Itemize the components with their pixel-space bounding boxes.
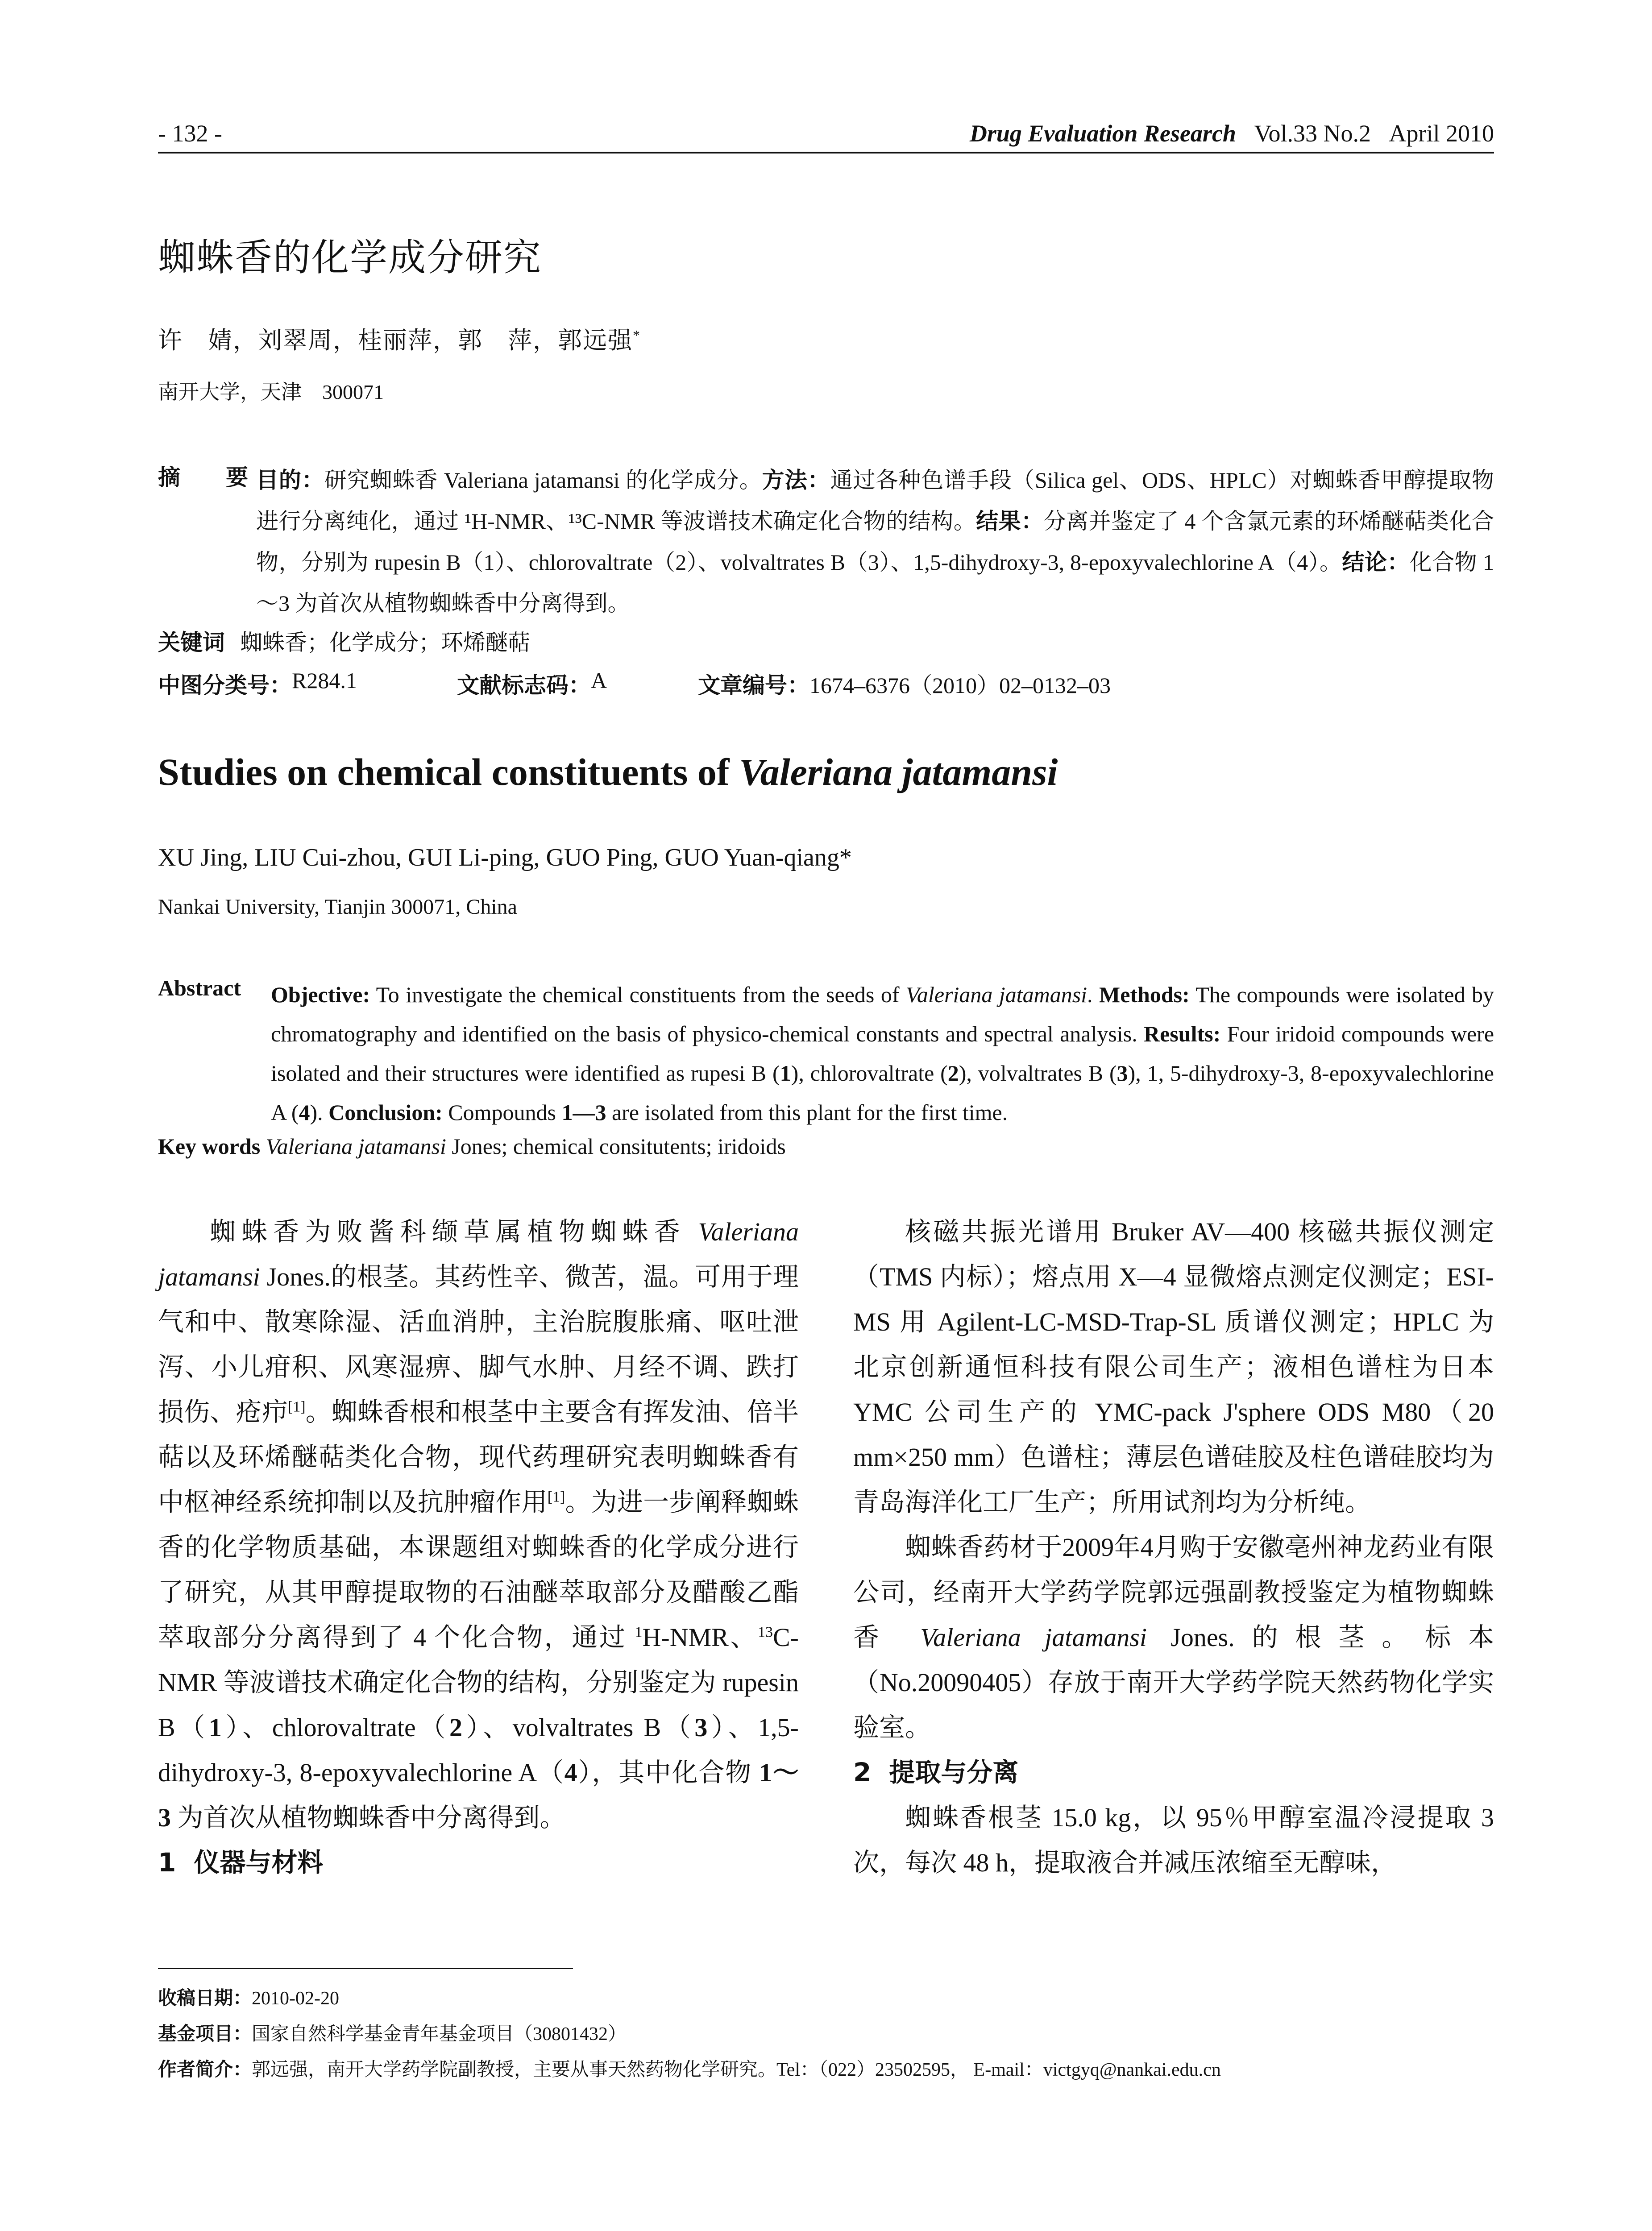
journal-volume: Vol.33 No.2 [1254, 120, 1371, 147]
en-results-text: ), volvaltrates B ( [959, 1061, 1117, 1086]
fund-label: 基金项目： [158, 2023, 252, 2044]
text: 为首次从植物蜘蛛香中分离得到。 [171, 1803, 566, 1832]
section-1-heading [158, 1840, 799, 1885]
text: 。蜘蛛香根和根茎中主要含有挥发油、倍半萜以及环烯醚萜类化合物，现代药理研究表明蜘蛛香有中枢神经系统抑制以及抗肿瘤作用 [158, 1397, 799, 1517]
results-label: 结果： [976, 508, 1044, 534]
text: Jones.的根茎。标本（No.20090405）存放于南开大学药学院天然药物化学实验室。 [853, 1623, 1494, 1742]
compound-4: 4 [564, 1758, 577, 1787]
en-conclusion-text: Compounds [442, 1100, 562, 1125]
methods-text: 通过各种色谱手段（Silica gel、ODS、HPLC）对蜘蛛香甲醇提取物进行分离纯化，通过 ¹H-NMR、¹³C-NMR 等波谱技术确定化合物的结构。 [256, 468, 1494, 534]
english-title [158, 750, 1058, 794]
doc-value: A [591, 668, 607, 693]
results-text: 分离并鉴定了 4 个含氯元素的环烯醚萜类化合物，分别为 rupesin B（1）、chlorovaltrate（2）、volvaltrates B（3）、1,5-dihydroxy-3, 8-epoxyvalechlorine A（4）。 [256, 509, 1494, 575]
text: ）、chlorovaltrate（ [221, 1713, 449, 1742]
chinese-keywords-label: 关键词 [158, 630, 225, 655]
chinese-title: 蜘蛛香的化学成分研究 [158, 236, 542, 279]
text: H-NMR、 [642, 1623, 758, 1652]
en-results-text: ). [310, 1100, 329, 1125]
corresponding-mark: * [633, 327, 641, 343]
clc-number [158, 668, 357, 700]
author-text: 郭远强，南开大学药学院副教授，主要从事天然药物化学研究。Tel：（022）23502595， E-mail：victgyq@nankai.edu.cn [252, 2060, 1221, 2080]
english-keywords [158, 1133, 786, 1159]
received-date: 2010-02-20 [252, 1988, 339, 2009]
en-objective-end: . [1087, 982, 1099, 1007]
english-keywords-label: Key words [158, 1134, 261, 1159]
english-abstract [158, 975, 1494, 1132]
en-methods-text: The compounds were isolated by chromatography and identified on the basis of physico-chemical constants and spectral analysis. [271, 982, 1494, 1046]
compound-3: 3 [1117, 1061, 1128, 1086]
intro-paragraph [158, 1209, 799, 1840]
citation: [1] [547, 1489, 565, 1505]
compound-3: 3 [694, 1713, 708, 1742]
text: 蜘蛛香为败酱科缬草属植物蜘蛛香 [210, 1217, 698, 1246]
en-results-text: ), chlorovaltrate ( [791, 1061, 948, 1086]
doc-label: 文献标志码： [457, 672, 591, 698]
section-title: 仪器与材料 [194, 1847, 324, 1878]
english-keywords-species: Valeriana jatamansi [266, 1134, 446, 1159]
species-name: Valeriana jatamansi [158, 1217, 799, 1291]
compound-2: 2 [449, 1713, 462, 1742]
english-abstract-label: Abstract [158, 975, 241, 1000]
running-header [158, 120, 1494, 155]
extraction-paragraph: 蜘蛛香根茎 15.0 kg，以 95％甲醇室温冷浸提取 3 次，每次 48 h，提取液合并减压浓缩至无醇味， [853, 1803, 1494, 1877]
english-affiliation: Nankai University, Tianjin 300071, China [158, 895, 517, 919]
document-code [457, 668, 607, 700]
en-objective-text: To investigate the chemical constituents from the seeds of [370, 982, 906, 1007]
article-label: 文章编号： [698, 672, 809, 698]
en-objective-label: Objective: [271, 982, 370, 1007]
footnote-rule [158, 1968, 573, 1969]
en-conclusion-label: Conclusion: [328, 1100, 443, 1125]
clc-label: 中图分类号： [158, 672, 292, 698]
section-number: 2 [853, 1757, 872, 1787]
chinese-author-list: 许 婧，刘翠周，桂丽萍，郭 萍，郭远强 [158, 327, 633, 354]
footnote-fund [158, 2019, 627, 2046]
en-conclusion-text: are isolated from this plant for the first time. [606, 1100, 1008, 1125]
article-value: 1674–6376（2010）02–0132–03 [809, 673, 1111, 698]
text: Jones.的根茎。其药性辛、微苦，温。可用于理气和中、散寒除湿、活血消肿，主治脘腹胀痛、呕吐泄泻、小儿疳积、风寒湿痹、脚气水肿、月经不调、跌打损伤、疮疖 [158, 1262, 799, 1427]
compound-range: 1～3 [158, 1758, 799, 1832]
footnote-author [158, 2055, 1221, 2082]
text: ）、1,5-dihydroxy-3, 8-epoxyvalechlorine A（ [158, 1713, 799, 1787]
journal-date: April 2010 [1389, 120, 1494, 147]
clc-value: R284.1 [292, 668, 357, 693]
page-number: - 132 - [158, 120, 222, 147]
english-title-text: Studies on chemical constituents of [158, 751, 739, 793]
section-title: 提取与分离 [889, 1757, 1019, 1787]
author-label: 作者简介： [158, 2058, 252, 2080]
english-keywords-text: Jones; chemical consitutents; iridoids [446, 1134, 786, 1159]
footnote-received [158, 1983, 339, 2010]
objective-label: 目的： [256, 467, 324, 493]
text: ），其中化合物 [577, 1758, 760, 1787]
material-paragraph [853, 1525, 1494, 1750]
compound-2: 2 [947, 1061, 959, 1086]
compound-4: 4 [299, 1100, 310, 1125]
received-label: 收稿日期： [158, 1987, 252, 2009]
objective-text: 研究蜘蛛香 Valeriana jatamansi 的化学成分。 [324, 468, 762, 493]
fund-text: 国家自然科学基金青年基金项目（30801432） [252, 2024, 627, 2044]
methods-label: 方法： [762, 467, 830, 493]
journal-info [970, 120, 1494, 147]
text: 蜘蛛香药材于2009年4月购于安徽亳州神龙药业有限公司，经南开大学药学院郭远强副教授鉴定为植物蜘蛛香 [853, 1533, 1494, 1652]
compound-range: 1—3 [561, 1100, 606, 1125]
conclusion-text: 化合物 1～3 为首次从植物蜘蛛香中分离得到。 [256, 550, 1494, 616]
text: ）、volvaltrates B（ [462, 1713, 695, 1742]
header-rule [158, 152, 1494, 153]
en-results-text: ), 1, 5-dihydroxy-3, 8-epoxyvalechlorine A ( [271, 1061, 1494, 1125]
compound-1: 1 [208, 1713, 222, 1742]
en-results-text: Four iridoid compounds were isolated and their structures were identified as rupesi B ( [271, 1021, 1494, 1086]
chinese-abstract-label: 摘 要 [158, 464, 260, 490]
instruments-paragraph: 核磁共振光谱用 Bruker AV—400 核磁共振仪测定（TMS 内标）；熔点用 X—4 显微熔点测定仪测定；ESI-MS 用 Agilent-LC-MSD-Trap-SL 质谱仪测定；HPLC 为北京创新通恒科技有限公司生产；液相色谱柱为日本 YMC 公司生产的 YMC-pack J'sphere ODS M80（20 mm×250 mm）色谱柱；薄层色谱硅胶及柱色谱硅胶均为青岛海洋化工厂生产；所用试剂均为分析纯。 [853, 1217, 1494, 1517]
english-abstract-body [271, 975, 1494, 1132]
chinese-abstract-body [256, 460, 1494, 624]
isotope-mark: 13 [758, 1624, 773, 1641]
conclusion-label: 结论： [1342, 549, 1410, 575]
species-name: Valeriana jatamansi [920, 1623, 1147, 1652]
compound-1: 1 [780, 1061, 791, 1086]
english-authors: XU Jing, LIU Cui-zhou, GUI Li-ping, GUO Ping, GUO Yuan-qiang* [158, 844, 852, 871]
isotope-mark: 1 [635, 1624, 643, 1641]
en-results-label: Results: [1144, 1021, 1221, 1046]
text: 。为进一步阐释蜘蛛香的化学物质基础，本课题组对蜘蛛香的化学成分进行了研究，从其甲醇提取物的石油醚萃取部分及醋酸乙酯萃取部分分离得到了 4 个化合物，通过 [158, 1488, 799, 1652]
en-methods-label: Methods: [1099, 982, 1190, 1007]
article-number [698, 668, 1111, 700]
text: C-NMR 等波谱技术确定化合物的结构，分别鉴定为 rupesin B（ [158, 1623, 799, 1742]
chinese-keywords-text: 蜘蛛香；化学成分；环烯醚萜 [240, 630, 530, 655]
chinese-affiliation: 南开大学，天津 300071 [158, 381, 384, 403]
section-2-heading [853, 1750, 1494, 1795]
section-number: 1 [158, 1847, 176, 1878]
body-right-column [853, 1209, 1494, 1885]
citation: [1] [287, 1398, 306, 1415]
chinese-abstract [158, 460, 1494, 624]
chinese-keywords [158, 625, 530, 657]
body-left-column [158, 1209, 799, 1885]
en-objective-species: Valeriana jatamansi [905, 982, 1087, 1007]
journal-name: Drug Evaluation Research [969, 120, 1236, 147]
chinese-authors [158, 321, 641, 356]
english-title-species: Valeriana jatamansi [739, 751, 1058, 793]
